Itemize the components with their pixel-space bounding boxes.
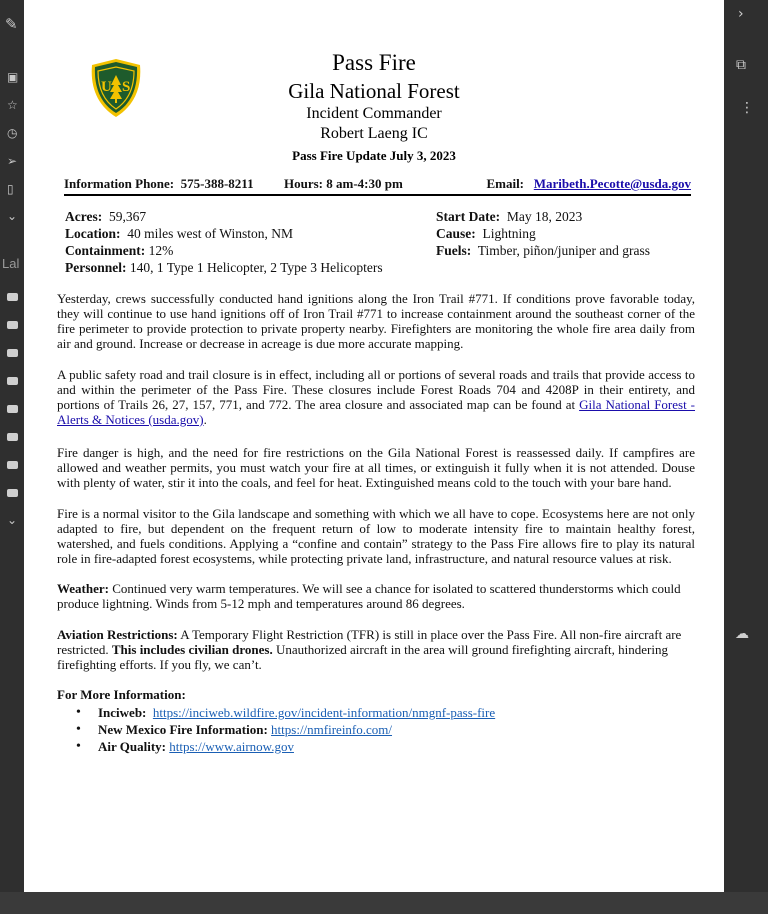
- alerts-notices-link[interactable]: Gila National Forest - Alerts & Notices (usda.gov): [57, 397, 696, 427]
- document-page: [24, 0, 724, 892]
- nmfireinfo-link[interactable]: https://nmfireinfo.com/: [271, 722, 393, 737]
- acres-row: Acres: 59,367: [65, 209, 147, 224]
- location-row: Location: 40 miles west of Winston, NM: [65, 226, 293, 241]
- inciweb-link[interactable]: https://inciweb.wildfire.gov/incident-information/nmgnf-pass-fire: [152, 705, 496, 720]
- label-tag-icon[interactable]: [7, 349, 18, 357]
- cause-row: Cause: Lightning: [436, 226, 536, 241]
- more-info-heading: For More Information:: [57, 687, 186, 702]
- svg-text:S: S: [122, 79, 131, 95]
- hours-info: Hours: 8 am-4:30 pm: [284, 176, 403, 191]
- email-info: Email: Maribeth.Pecotte@usda.gov: [486, 176, 691, 191]
- page-title: Pass Fire: [332, 50, 416, 75]
- more-info-list: [76, 704, 495, 755]
- list-item: • Inciweb: https://inciweb.wildfire.gov/incident-information/nmgnf-pass-fire: [76, 704, 495, 721]
- email-link[interactable]: Maribeth.Pecotte@usda.gov: [533, 176, 691, 191]
- contact-bar: [64, 174, 691, 196]
- ecosystem-paragraph: Fire is a normal visitor to the Gila landscape and something with which we all have to cope. Ecosystems here are not only adapted to fire, but dependent on the frequent return of low to moderate intensity fire to maintain healthy forest, watershed, and fuels conditions. Applying a “confine and contain” strategy to the Pass Fire allows fire to play its natural role in fire-adapted forest ecosystems, while protecting private land, infrastructure, and natural resource values at risk.: [57, 506, 695, 566]
- personnel-row: Personnel: 140, 1 Type 1 Helicopter, 2 Type 3 Helicopters: [65, 260, 383, 275]
- more-vert-icon[interactable]: ⋮: [740, 100, 754, 116]
- draft-icon[interactable]: ▯: [7, 182, 14, 196]
- label-tag-icon[interactable]: [7, 489, 18, 497]
- label-tag-icon[interactable]: [7, 293, 18, 301]
- clock-icon[interactable]: ◷: [7, 126, 18, 140]
- label-tag-icon[interactable]: [7, 377, 18, 385]
- list-item: • Air Quality: https://www.airnow.gov: [76, 738, 495, 755]
- fire-danger-paragraph: Fire danger is high, and the need for fire restrictions on the Gila National Forest is reassessed daily. If campfires are allowed and weather permits, you must watch your fire at all times, or extinguish it fully when it is not attended. Douse with plenty of water, stir it into the coals, and feel for heat. Extinguished means cold to the touch with your bare hand.: [57, 445, 695, 490]
- add-to-drive-icon[interactable]: ☁: [735, 626, 749, 642]
- inbox-icon[interactable]: ▣: [7, 70, 19, 84]
- fire-facts-left: [65, 208, 383, 276]
- viewer-bottom-bar: [0, 892, 768, 914]
- update-date: Pass Fire Update July 3, 2023: [292, 148, 456, 163]
- fuels-row: Fuels: Timber, piñon/juniper and grass: [436, 243, 650, 258]
- label-tag-icon[interactable]: [7, 405, 18, 413]
- chevron-down-icon[interactable]: ⌄: [7, 209, 18, 223]
- containment-row: Containment: 12%: [65, 243, 174, 258]
- label-tag-icon[interactable]: [7, 321, 18, 329]
- forest-name: Gila National Forest: [288, 79, 460, 103]
- aviation-paragraph: Aviation Restrictions: A Temporary Flight Restriction (TFR) is still in place over the Pass Fire. All non-fire aircraft are restricted. This includes civilian drones. Unauthorized aircraft in the area will ground firefighting aircraft, hindering firefighting efforts. If you fly, we can’t.: [57, 627, 682, 672]
- left-app-chrome: [0, 0, 24, 914]
- start-date-row: Start Date: May 18, 2023: [436, 209, 583, 224]
- chevron-right-icon[interactable]: ›: [738, 6, 744, 22]
- commander-name: Robert Laeng IC: [320, 125, 428, 142]
- edit-pencil-icon[interactable]: ✎: [5, 15, 18, 33]
- fire-facts-right: [436, 208, 650, 259]
- weather-paragraph: Weather: Continued very warm temperatures. We will see a chance for isolated to scattered thunderstorms which could produce lightning. Winds from 5-12 mph and temperatures around 86 degrees.: [57, 581, 681, 611]
- operations-paragraph: Yesterday, crews successfully conducted hand ignitions along the Iron Trail #771. If conditions prove favorable today, they will continue to use hand ignitions off of Iron Trail #771 to increase containment around the southeast corner of the fire perimeter to provide protection to private property nearby. Firefighters are monitoring the whole fire area daily from air and ground. Increase or decrease in acreage is due more accurate mapping.: [57, 291, 695, 351]
- chevron-down-icon[interactable]: ⌄: [7, 513, 18, 527]
- open-external-icon[interactable]: ⧉: [736, 57, 746, 73]
- phone-number: 575-388-8211: [180, 176, 254, 191]
- airnow-link[interactable]: https://www.airnow.gov: [169, 739, 294, 754]
- phone-info: Information Phone: 575-388-8211: [64, 176, 254, 191]
- svg-text:U: U: [101, 79, 112, 95]
- closure-paragraph: A public safety road and trail closure is in effect, including all or portions of several roads and trails that provide access to and within the perimeter of the Pass Fire. These closures include Forest Roads 704 and 4208P in their entirety, and portions of Trails 26, 27, 157, 771, and 772. The area closure and associated map can be found at Gila National Forest - Alerts & Notices (usda.gov).: [57, 367, 696, 427]
- star-icon[interactable]: ☆: [7, 98, 18, 112]
- list-item: • New Mexico Fire Information: https://nmfireinfo.com/: [76, 721, 495, 738]
- labels-heading: Lal: [2, 256, 20, 271]
- send-icon[interactable]: ➢: [7, 154, 18, 168]
- label-tag-icon[interactable]: [7, 461, 18, 469]
- label-tag-icon[interactable]: [7, 433, 18, 441]
- right-app-chrome: [724, 0, 768, 914]
- commander-role: Incident Commander: [306, 105, 442, 122]
